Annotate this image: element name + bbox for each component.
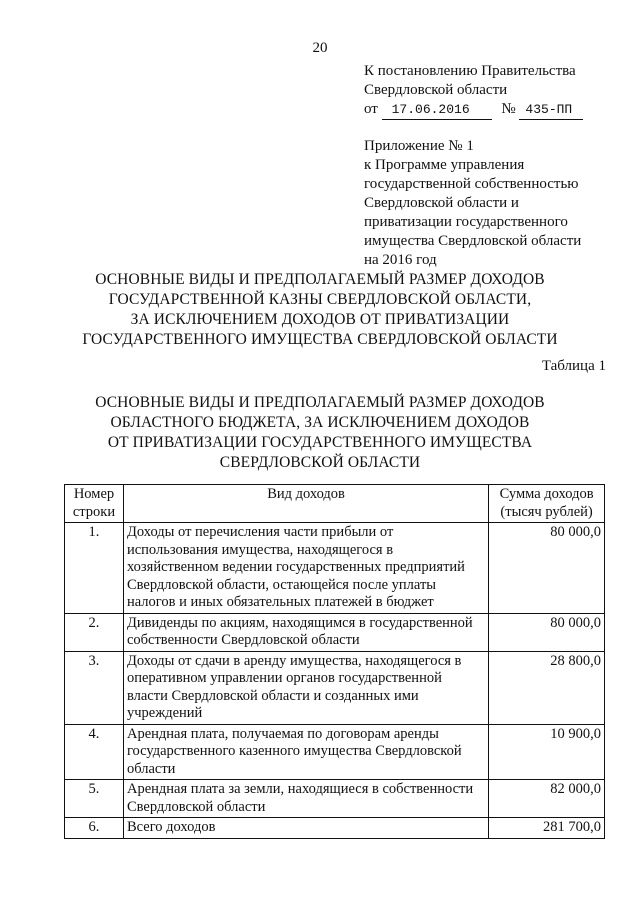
table-heading-line: ОТ ПРИВАТИЗАЦИИ ГОСУДАРСТВЕННОГО ИМУЩЕСТВА xyxy=(107,434,533,451)
income-sum: 28 800,0 xyxy=(489,651,605,724)
appendix-line: Свердловской области и xyxy=(364,195,519,211)
appendix-line: к Программе управления xyxy=(364,157,525,173)
header-row-number xyxy=(65,485,124,523)
table-row xyxy=(65,724,605,780)
appendix-line: на 2016 год xyxy=(364,252,437,268)
income-type-line: Доходы от перечисления части прибыли от xyxy=(126,524,394,540)
decree-from-label: от xyxy=(364,101,378,117)
table-heading xyxy=(40,393,600,473)
table-row-total xyxy=(65,818,605,839)
table-row xyxy=(65,651,605,724)
income-sum: 80 000,0 xyxy=(489,523,605,614)
header-income-sum-line-2: (тысяч рублей) xyxy=(500,503,593,520)
income-type-line: Всего доходов xyxy=(126,819,216,835)
row-number: 2. xyxy=(65,613,124,651)
row-number: 1. xyxy=(65,523,124,614)
table-header-row xyxy=(65,485,605,523)
row-number: 3. xyxy=(65,651,124,724)
income-type-line: хозяйственном ведении государственных предприятий xyxy=(126,559,465,575)
main-heading-line: ГОСУДАРСТВЕННОЙ КАЗНЫ СВЕРДЛОВСКОЙ ОБЛАСТИ, xyxy=(108,291,532,308)
appendix-line: приватизации государственного xyxy=(364,214,568,230)
income-type-line: власти Свердловской области и созданных ими xyxy=(126,687,419,704)
income-table xyxy=(64,484,605,839)
income-type-line: Свердловской области xyxy=(126,798,266,815)
table-heading-line: ОСНОВНЫЕ ВИДЫ И ПРЕДПОЛАГАЕМЫЙ РАЗМЕР ДОХОДОВ xyxy=(95,394,545,411)
main-heading-line: ОСНОВНЫЕ ВИДЫ И ПРЕДПОЛАГАЕМЫЙ РАЗМЕР ДОХОДОВ xyxy=(95,271,545,288)
income-type-line: Доходы от сдачи в аренду имущества, находящегося в xyxy=(126,652,462,669)
main-heading xyxy=(40,270,600,350)
table-label: Таблица 1 xyxy=(541,358,606,374)
income-type-line: использования имущества, находящегося в xyxy=(126,541,394,558)
decree-date-number-row xyxy=(364,100,583,120)
income-type xyxy=(123,651,488,724)
decree-number: 435-ПП xyxy=(519,100,583,120)
income-type xyxy=(123,780,488,818)
income-type-line: собственности Свердловской области xyxy=(126,632,360,648)
header-income-type: Вид доходов xyxy=(123,485,488,523)
header-income-sum xyxy=(489,485,605,523)
income-type-line: Арендная плата за земли, находящиеся в собственности xyxy=(126,781,474,797)
row-number: 6. xyxy=(65,818,124,839)
header-row-number-line-1: Номер xyxy=(73,486,115,502)
main-heading-line: ГОСУДАРСТВЕННОГО ИМУЩЕСТВА СВЕРДЛОВСКОЙ ОБЛАСТИ xyxy=(82,331,558,348)
income-type-line: Свердловской области, остающейся после уплаты xyxy=(126,576,437,593)
row-number: 4. xyxy=(65,724,124,780)
income-type-line: Арендная плата, получаемая по договорам аренды xyxy=(126,725,439,742)
table-row xyxy=(65,613,605,651)
appendix-reference xyxy=(364,137,581,270)
row-number: 5. xyxy=(65,780,124,818)
income-type xyxy=(123,613,488,651)
appendix-line: государственной собственностью xyxy=(364,176,579,192)
page-number: 20 xyxy=(312,40,328,56)
appendix-line: Приложение № 1 xyxy=(364,138,474,154)
header-income-sum-line-1: Сумма доходов xyxy=(499,486,594,502)
income-type xyxy=(123,724,488,780)
income-sum: 10 900,0 xyxy=(489,724,605,780)
table-row xyxy=(65,780,605,818)
income-type-line: области xyxy=(126,760,176,777)
income-type xyxy=(123,818,488,839)
income-type-line: оперативном управлении органов государственной xyxy=(126,670,442,686)
table-row xyxy=(65,523,605,614)
main-heading-line: ЗА ИСКЛЮЧЕНИЕМ ДОХОДОВ ОТ ПРИВАТИЗАЦИИ xyxy=(130,311,510,328)
table-heading-line: ОБЛАСТНОГО БЮДЖЕТА, ЗА ИСКЛЮЧЕНИЕМ ДОХОДОВ xyxy=(110,414,530,431)
header-row-number-line-2: строки xyxy=(72,503,116,520)
decree-date: 17.06.2016 xyxy=(382,100,492,120)
income-type-line: Дивиденды по акциям, находящимся в государственной xyxy=(126,614,473,631)
income-sum: 80 000,0 xyxy=(489,613,605,651)
decree-line-1: К постановлению Правительства xyxy=(364,63,576,79)
income-type xyxy=(123,523,488,614)
table-heading-line: СВЕРДЛОВСКОЙ ОБЛАСТИ xyxy=(219,454,421,471)
income-type-line: государственного казенного имущества Свердловской xyxy=(126,743,462,759)
appendix-line: имущества Свердловской области xyxy=(364,233,582,249)
income-type-line: налогов и иных обязательных платежей в бюджет xyxy=(126,594,434,610)
income-sum: 82 000,0 xyxy=(489,780,605,818)
decree-line-2: Свердловской области xyxy=(364,82,508,98)
decree-number-sign: № xyxy=(501,101,516,117)
decree-reference xyxy=(364,62,583,120)
income-sum-total: 281 700,0 xyxy=(489,818,605,839)
income-type-line: учреждений xyxy=(126,705,203,721)
